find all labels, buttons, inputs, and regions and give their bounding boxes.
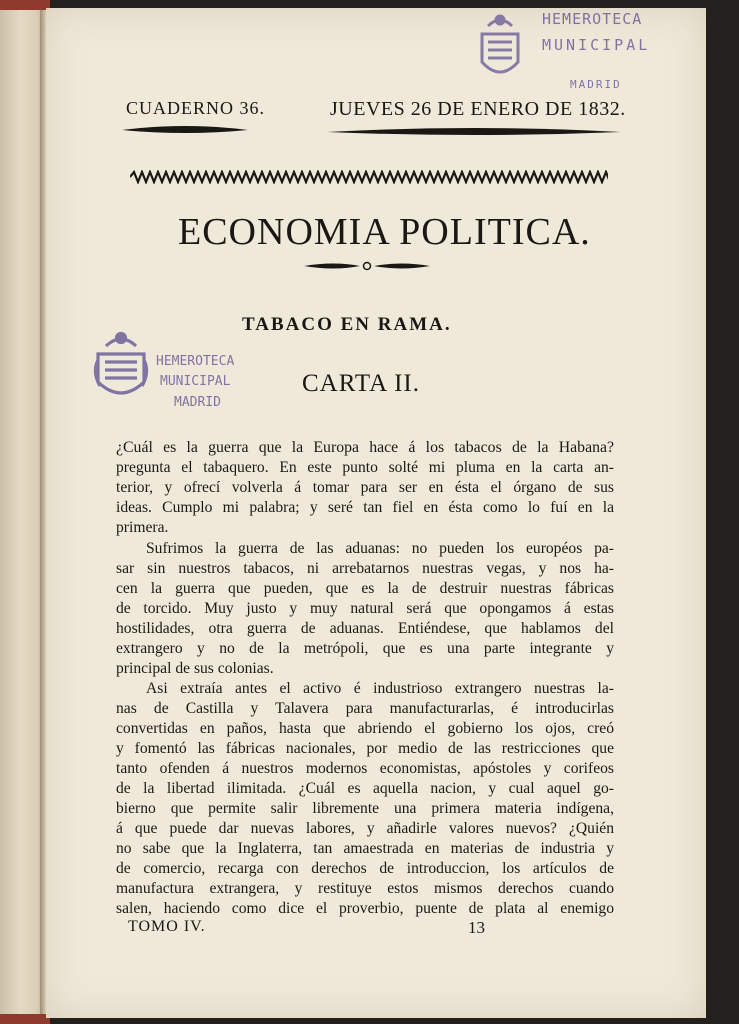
body-line: de torcido. Muy justo y muy natural será que opongamos á estas <box>116 600 614 617</box>
header-swash-left <box>120 124 250 136</box>
decorative-rule <box>130 170 608 184</box>
body-line: ideas. Cumplo mi palabra; y seré tan fiel en ésta como lo fuí en la <box>116 499 614 516</box>
cover-corner-top <box>0 0 50 10</box>
cover-corner-bottom <box>0 1014 50 1024</box>
stamp-top-line3: MADRID <box>570 78 622 91</box>
body-line: de comercio, recarga con derechos de introduccion, los artículos de <box>116 860 614 877</box>
body-line: bierno que permite salir libremente una primera materia indígena, <box>116 800 614 817</box>
article-title: ECONOMIA POLITICA. <box>178 211 591 253</box>
volume-label: TOMO IV. <box>128 918 206 935</box>
body-line: y fomentó las fábricas nacionales, por medio de las restricciones que <box>116 740 614 757</box>
stamp-top-line1: HEMEROTECA <box>542 10 643 28</box>
stamp-mid-line3: MADRID <box>174 395 221 410</box>
body-line: manufactura extrangera, y restituye estos mismos derechos cuando <box>116 880 614 897</box>
page-number: 13 <box>468 918 485 937</box>
stamp-mid-line2: MUNICIPAL <box>160 374 231 389</box>
seal-icon-top <box>474 12 526 86</box>
body-line: terior, y ofrecí volverla á tomar para ser en ésta el órgano de sus <box>116 479 614 496</box>
body-line: primera. <box>116 519 169 536</box>
body-line: pregunta el tabaquero. En este punto solté mi pluma en la carta an- <box>116 459 614 476</box>
title-ornament <box>302 258 432 274</box>
body-line: convertidas en paños, hasta que abriendo el gobierno los ojos, creó <box>116 720 614 737</box>
body-line: tanto ofenden á nuestros modernos economistas, apóstoles y corifeos <box>116 760 614 777</box>
body-line: salen, haciendo como dice el proverbio, puente de plata al enemigo <box>116 900 614 917</box>
stamp-top-line2: MUNICIPAL <box>542 36 651 54</box>
body-line: de la libertad ilimitada. ¿Cuál es aquella nacion, y cual aquel go- <box>116 780 614 797</box>
body-line: ¿Cuál es la guerra que la Europa hace á los tabacos de la Habana? <box>116 439 614 456</box>
issue-number: CUADERNO 36. <box>126 98 266 118</box>
body-line: á que puede dar nuevas labores, y añadirle valores nuevos? ¿Quién <box>116 820 614 837</box>
body-line: no sabe que la Inglaterra, tan amaestrada en materias de industria y <box>116 840 614 857</box>
body-line: Sufrimos la guerra de las aduanas: no pueden los européos pa- <box>146 540 614 557</box>
body-line: Asi extraía antes el activo é industrioso extrangero nuestras la- <box>146 680 614 697</box>
body-line: hostilidades, otra guerra de aduanas. Entiéndese, que hablamos del <box>116 620 614 637</box>
body-line: sar sin nuestros tabacos, ni arrebatarnos nuestras vegas, y nos ha- <box>116 560 614 577</box>
body-line: cen la guerra que pueden, que es la de destruir nuestras fábricas <box>116 580 614 597</box>
issue-date: JUEVES 26 DE ENERO DE 1832. <box>330 98 626 120</box>
stamp-mid-line1: HEMEROTECA <box>156 354 235 369</box>
section-heading: CARTA II. <box>302 370 420 397</box>
seal-icon-middle <box>90 330 152 406</box>
body-line: extrangero y no de la metrópoli, que es una parte integrante y <box>116 640 614 657</box>
article-subtitle: TABACO EN RAMA. <box>242 314 452 335</box>
body-line: nas de Castilla y Talavera para manufacturarlas, é introducirlas <box>116 700 614 717</box>
header-swash-right <box>325 126 623 138</box>
body-line: principal de sus colonias. <box>116 660 274 677</box>
